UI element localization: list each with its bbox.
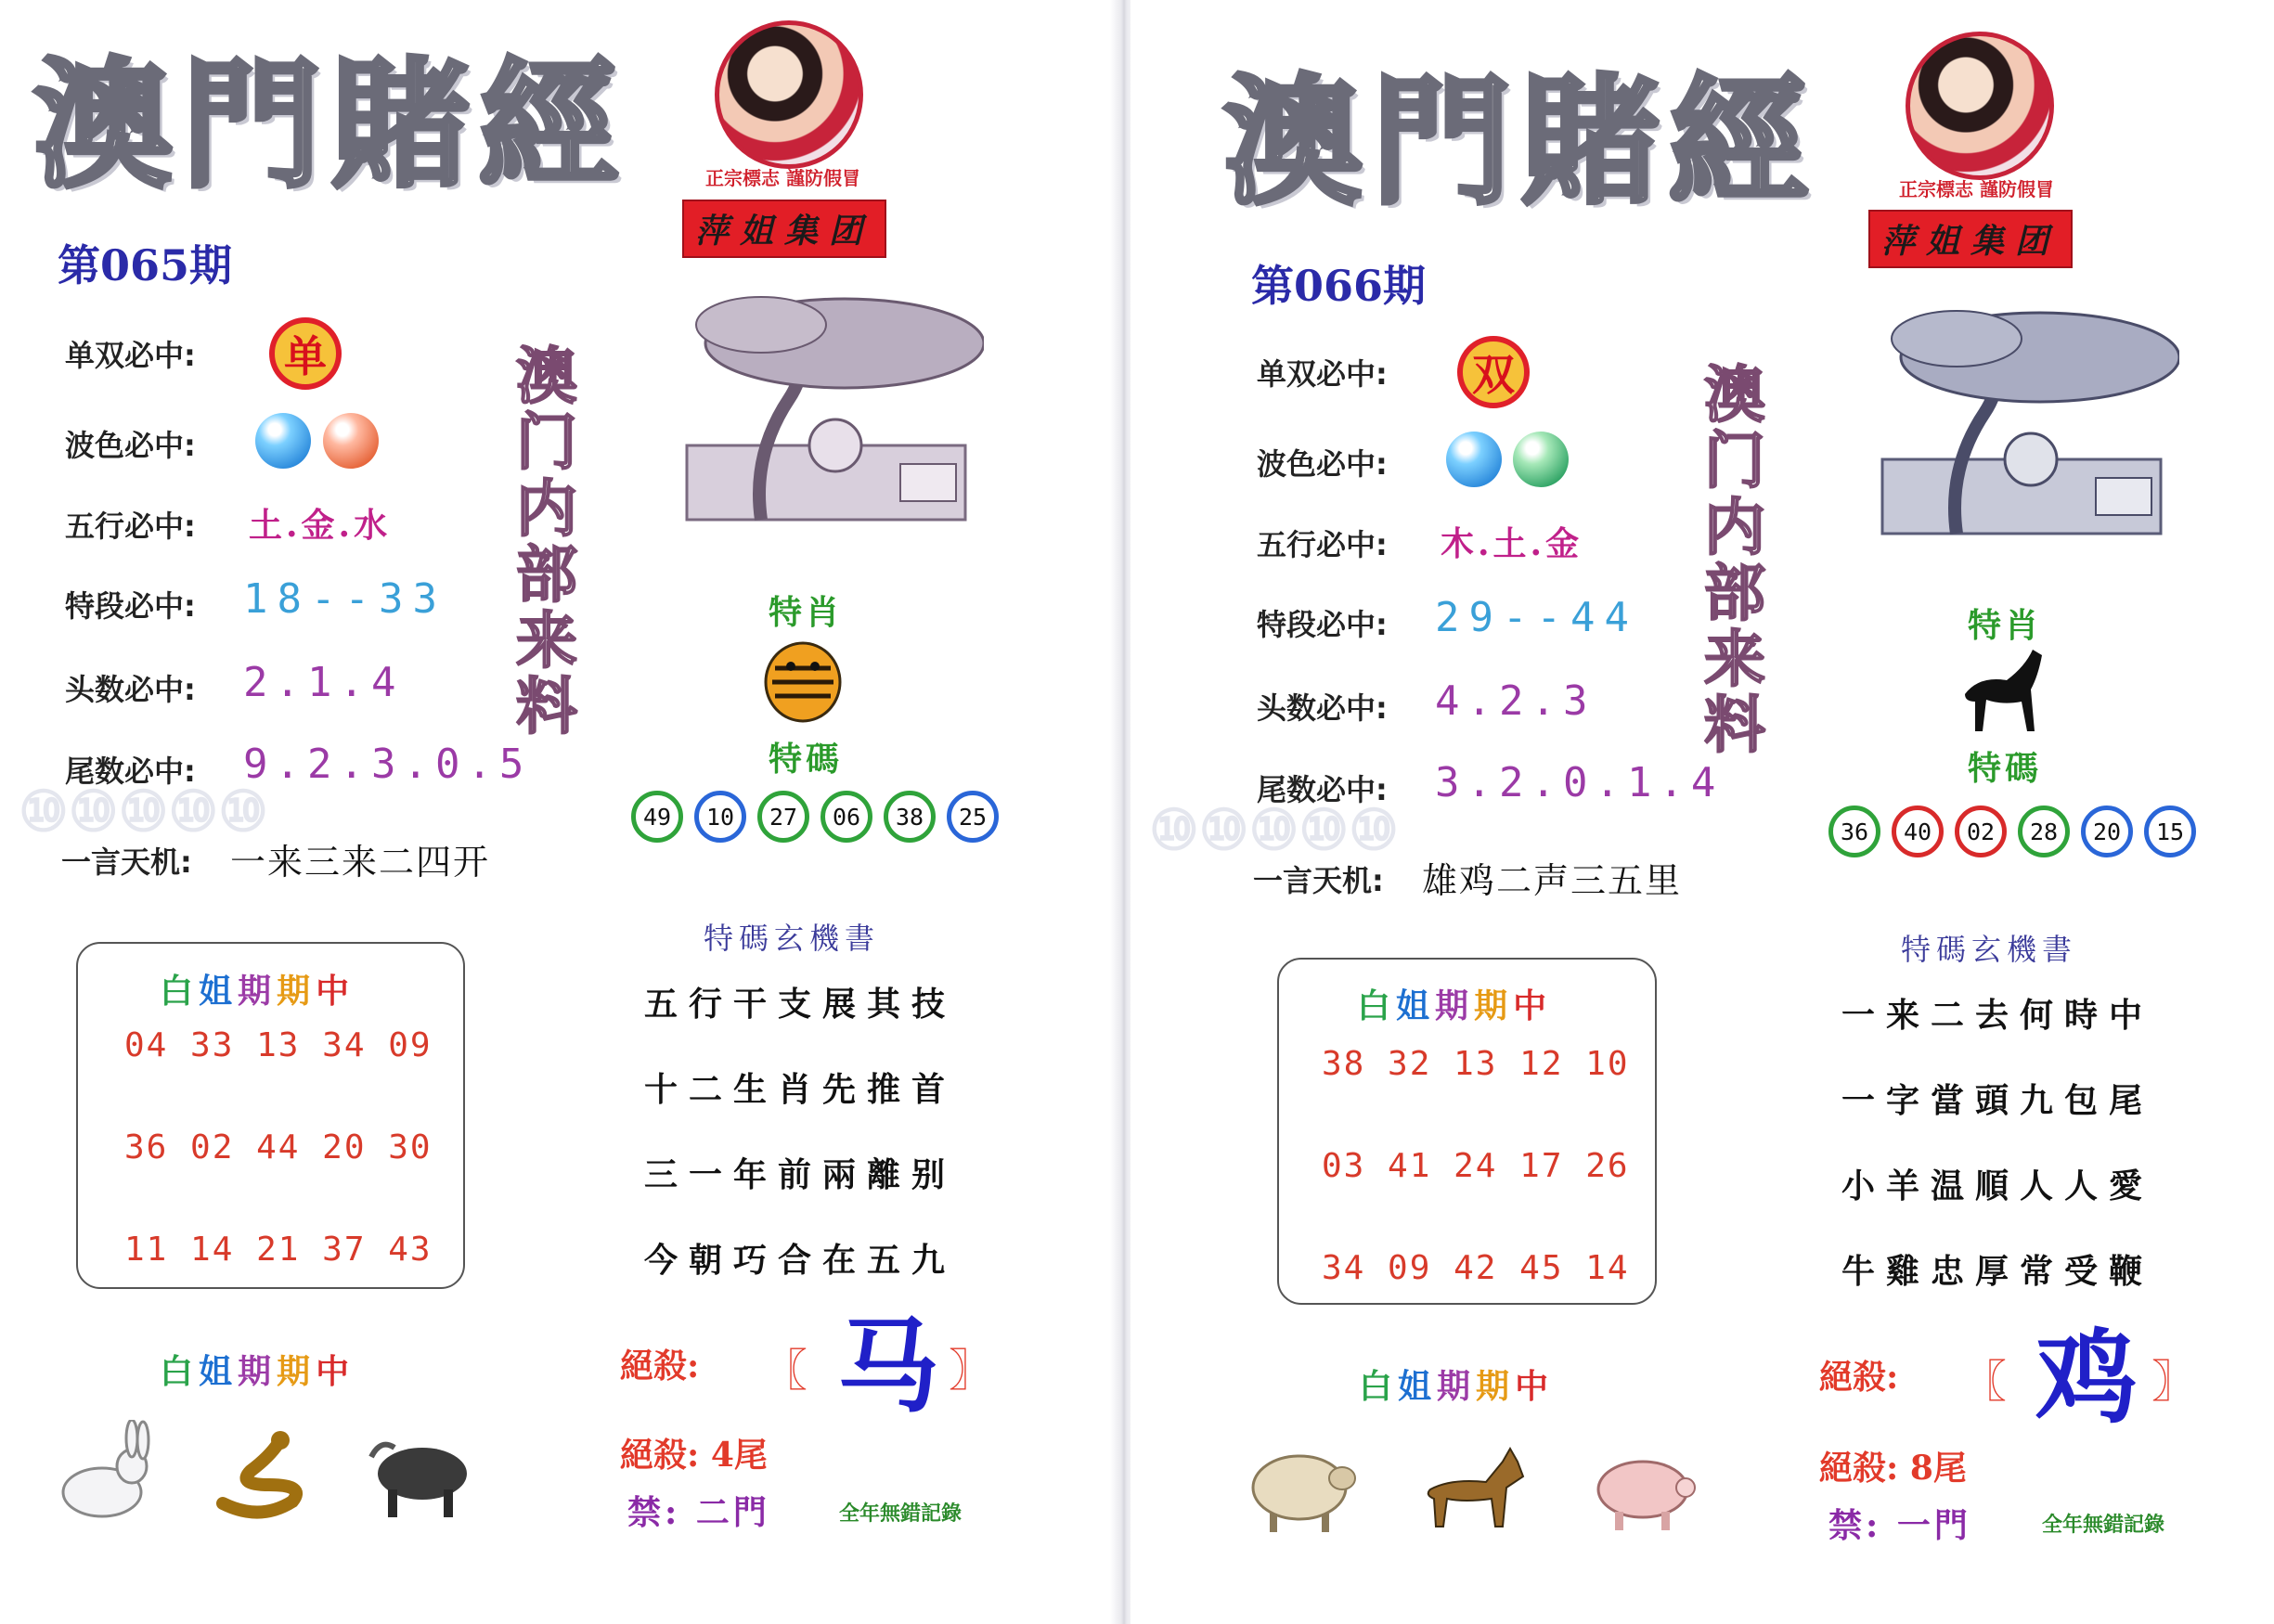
poem-line: 三一年前兩離别 bbox=[644, 1155, 957, 1194]
code-ball: 06 bbox=[820, 791, 872, 843]
brand-box: 萍姐集团 bbox=[682, 200, 886, 258]
record-text: 全年無錯記錄 bbox=[2042, 1513, 2165, 1537]
masthead-title: 澳門賭經 bbox=[33, 44, 628, 207]
box-row: 38 32 13 12 10 bbox=[1322, 1045, 1630, 1083]
box-title: 白姐期期中 bbox=[1357, 986, 1553, 1025]
bracket-open: 〖 bbox=[1962, 1356, 2008, 1408]
bracket-close: 〗 bbox=[2151, 1356, 2197, 1408]
special-animal-label: 特肖 bbox=[769, 593, 844, 632]
poem-line: 十二生肖先推首 bbox=[644, 1070, 957, 1109]
saying-value: 雄鸡二声三五里 bbox=[1422, 860, 1683, 901]
segment-label: 特段必中: bbox=[1257, 607, 1388, 642]
kill-label: 絕殺: bbox=[620, 1347, 700, 1386]
kill-label: 絕殺: bbox=[1819, 1358, 1899, 1397]
pig-icon bbox=[1585, 1434, 1706, 1536]
odd-even-label: 单双必中: bbox=[65, 338, 196, 373]
code-ball: 15 bbox=[2144, 806, 2196, 857]
box-row: 03 41 24 17 26 bbox=[1322, 1147, 1630, 1185]
odd-even-badge: 双 bbox=[1457, 336, 1530, 408]
record-text: 全年無錯記錄 bbox=[839, 1502, 963, 1526]
tiger-icon bbox=[752, 631, 854, 733]
box-row: 34 09 42 45 14 bbox=[1322, 1249, 1630, 1287]
vertical-char: 门 bbox=[516, 406, 577, 479]
snake-icon bbox=[204, 1420, 316, 1522]
kill-value: 鸡 bbox=[2035, 1318, 2138, 1437]
saying-label: 一言天机: bbox=[1253, 863, 1384, 898]
woman-portrait-logo bbox=[1906, 32, 2054, 180]
poem-line: 今朝巧合在五九 bbox=[644, 1241, 957, 1280]
color-label: 波色必中: bbox=[1257, 446, 1388, 482]
segment-value: 18--33 bbox=[243, 575, 446, 623]
box-title: 白姐期期中 bbox=[160, 972, 355, 1011]
odd-even-badge: 单 bbox=[269, 317, 342, 390]
special-code-label: 特碼 bbox=[769, 740, 844, 779]
vertical-char: 门 bbox=[1704, 424, 1765, 497]
code-ball: 25 bbox=[947, 791, 999, 843]
kill-value: 马 bbox=[837, 1307, 939, 1426]
box-row: 04 33 13 34 09 bbox=[124, 1026, 433, 1064]
masthead-title: 澳門賭經 bbox=[1223, 60, 1818, 224]
vertical-char: 来 bbox=[516, 604, 577, 677]
sheep-icon bbox=[1242, 1434, 1363, 1536]
bracket-close: 〗 bbox=[949, 1345, 994, 1397]
head-label: 头数必中: bbox=[65, 672, 196, 707]
woman-portrait-logo bbox=[715, 20, 863, 169]
head-label: 头数必中: bbox=[1257, 690, 1388, 726]
code-ball: 40 bbox=[1892, 806, 1944, 857]
blue-ball-icon bbox=[1446, 432, 1502, 487]
logo-caption: 正宗標志 謹防假冒 bbox=[705, 167, 860, 189]
code-ball: 27 bbox=[757, 791, 809, 843]
code-ball: 36 bbox=[1828, 806, 1880, 857]
head-value: 4.2.3 bbox=[1435, 677, 1596, 725]
logo-caption: 正宗標志 謹防假冒 bbox=[1899, 178, 2054, 200]
segment-value: 29--44 bbox=[1435, 594, 1638, 641]
special-code-label: 特碼 bbox=[1968, 749, 2043, 788]
poem-line: 一字當頭九包尾 bbox=[1841, 1081, 2154, 1120]
vertical-char: 部 bbox=[516, 537, 577, 611]
poem-line: 一来二去何時中 bbox=[1841, 996, 2154, 1035]
box-row: 36 02 44 20 30 bbox=[124, 1128, 433, 1166]
code-ball: 38 bbox=[884, 791, 936, 843]
ban-text: 禁: 一門 bbox=[1828, 1506, 1971, 1545]
green-ball-icon bbox=[1513, 432, 1569, 487]
red-ball-icon bbox=[323, 413, 379, 469]
saying-label: 一言天机: bbox=[61, 844, 192, 880]
vertical-char: 料 bbox=[1704, 689, 1765, 762]
vertical-caption bbox=[516, 340, 577, 743]
wuxing-value: 土.金.水 bbox=[249, 506, 392, 545]
wuxing-label: 五行必中: bbox=[65, 509, 196, 544]
rabbit-icon bbox=[46, 1420, 158, 1522]
brand-box: 萍姐集团 bbox=[1868, 210, 2073, 268]
animals-title: 白姐期期中 bbox=[160, 1352, 355, 1391]
tail-label: 尾数必中: bbox=[1257, 772, 1388, 807]
code-ball: 28 bbox=[2018, 806, 2070, 857]
code-ball: 49 bbox=[631, 791, 683, 843]
poem-title: 特碼玄機書 bbox=[704, 921, 881, 956]
right-page bbox=[1131, 0, 2274, 1624]
code-ball: 10 bbox=[694, 791, 746, 843]
vertical-caption bbox=[1704, 358, 1765, 762]
color-label: 波色必中: bbox=[65, 428, 196, 463]
poem-title: 特碼玄機書 bbox=[1901, 932, 2078, 967]
dog-icon bbox=[1414, 1434, 1534, 1536]
kill-tail: 絕殺: 4尾 bbox=[620, 1436, 768, 1475]
tree-scene-illustration bbox=[650, 288, 984, 538]
kill-tail: 絕殺: 8尾 bbox=[1819, 1449, 1967, 1488]
code-ball: 02 bbox=[1955, 806, 2007, 857]
segment-label: 特段必中: bbox=[65, 588, 196, 624]
wuxing-value: 木.土.金 bbox=[1441, 524, 1583, 563]
poem-line: 五行干支展其技 bbox=[644, 985, 957, 1024]
tree-scene-illustration bbox=[1845, 302, 2179, 552]
saying-value: 一来三来二四开 bbox=[230, 842, 491, 883]
wuxing-label: 五行必中: bbox=[1257, 527, 1388, 562]
tail-value: 9.2.3.0.5 bbox=[243, 741, 532, 788]
vertical-char: 澳 bbox=[1704, 358, 1765, 431]
vertical-char: 澳 bbox=[516, 340, 577, 412]
vertical-char: 内 bbox=[516, 471, 577, 545]
poem-line: 小羊温順人人愛 bbox=[1841, 1166, 2154, 1205]
tail-label: 尾数必中: bbox=[65, 754, 196, 789]
odd-even-label: 单双必中: bbox=[1257, 356, 1388, 392]
horse-icon bbox=[1951, 638, 2053, 741]
vertical-char: 部 bbox=[1704, 556, 1765, 629]
bracket-open: 〖 bbox=[763, 1345, 808, 1397]
blue-ball-icon bbox=[255, 413, 311, 469]
ox-icon bbox=[362, 1420, 483, 1522]
vertical-char: 料 bbox=[516, 670, 577, 743]
ban-text: 禁: 二門 bbox=[627, 1493, 770, 1532]
special-animal-label: 特肖 bbox=[1968, 606, 2043, 645]
bleed-through-text: ⑩⑩⑩⑩⑩ bbox=[1149, 798, 1399, 863]
tail-value: 3.2.0.1.4 bbox=[1435, 759, 1724, 806]
issue-number: 第066期 bbox=[1251, 261, 1427, 311]
box-row: 11 14 21 37 43 bbox=[124, 1231, 433, 1269]
vertical-char: 内 bbox=[1704, 490, 1765, 563]
animals-title: 白姐期期中 bbox=[1359, 1367, 1555, 1406]
head-value: 2.1.4 bbox=[243, 659, 404, 706]
issue-number: 第065期 bbox=[58, 240, 233, 290]
bleed-through-text: ⑩⑩⑩⑩⑩ bbox=[19, 780, 268, 844]
vertical-char: 来 bbox=[1704, 623, 1765, 696]
left-page bbox=[0, 0, 1114, 1624]
code-ball: 20 bbox=[2081, 806, 2133, 857]
poem-line: 牛雞忠厚常受鞭 bbox=[1841, 1252, 2154, 1291]
